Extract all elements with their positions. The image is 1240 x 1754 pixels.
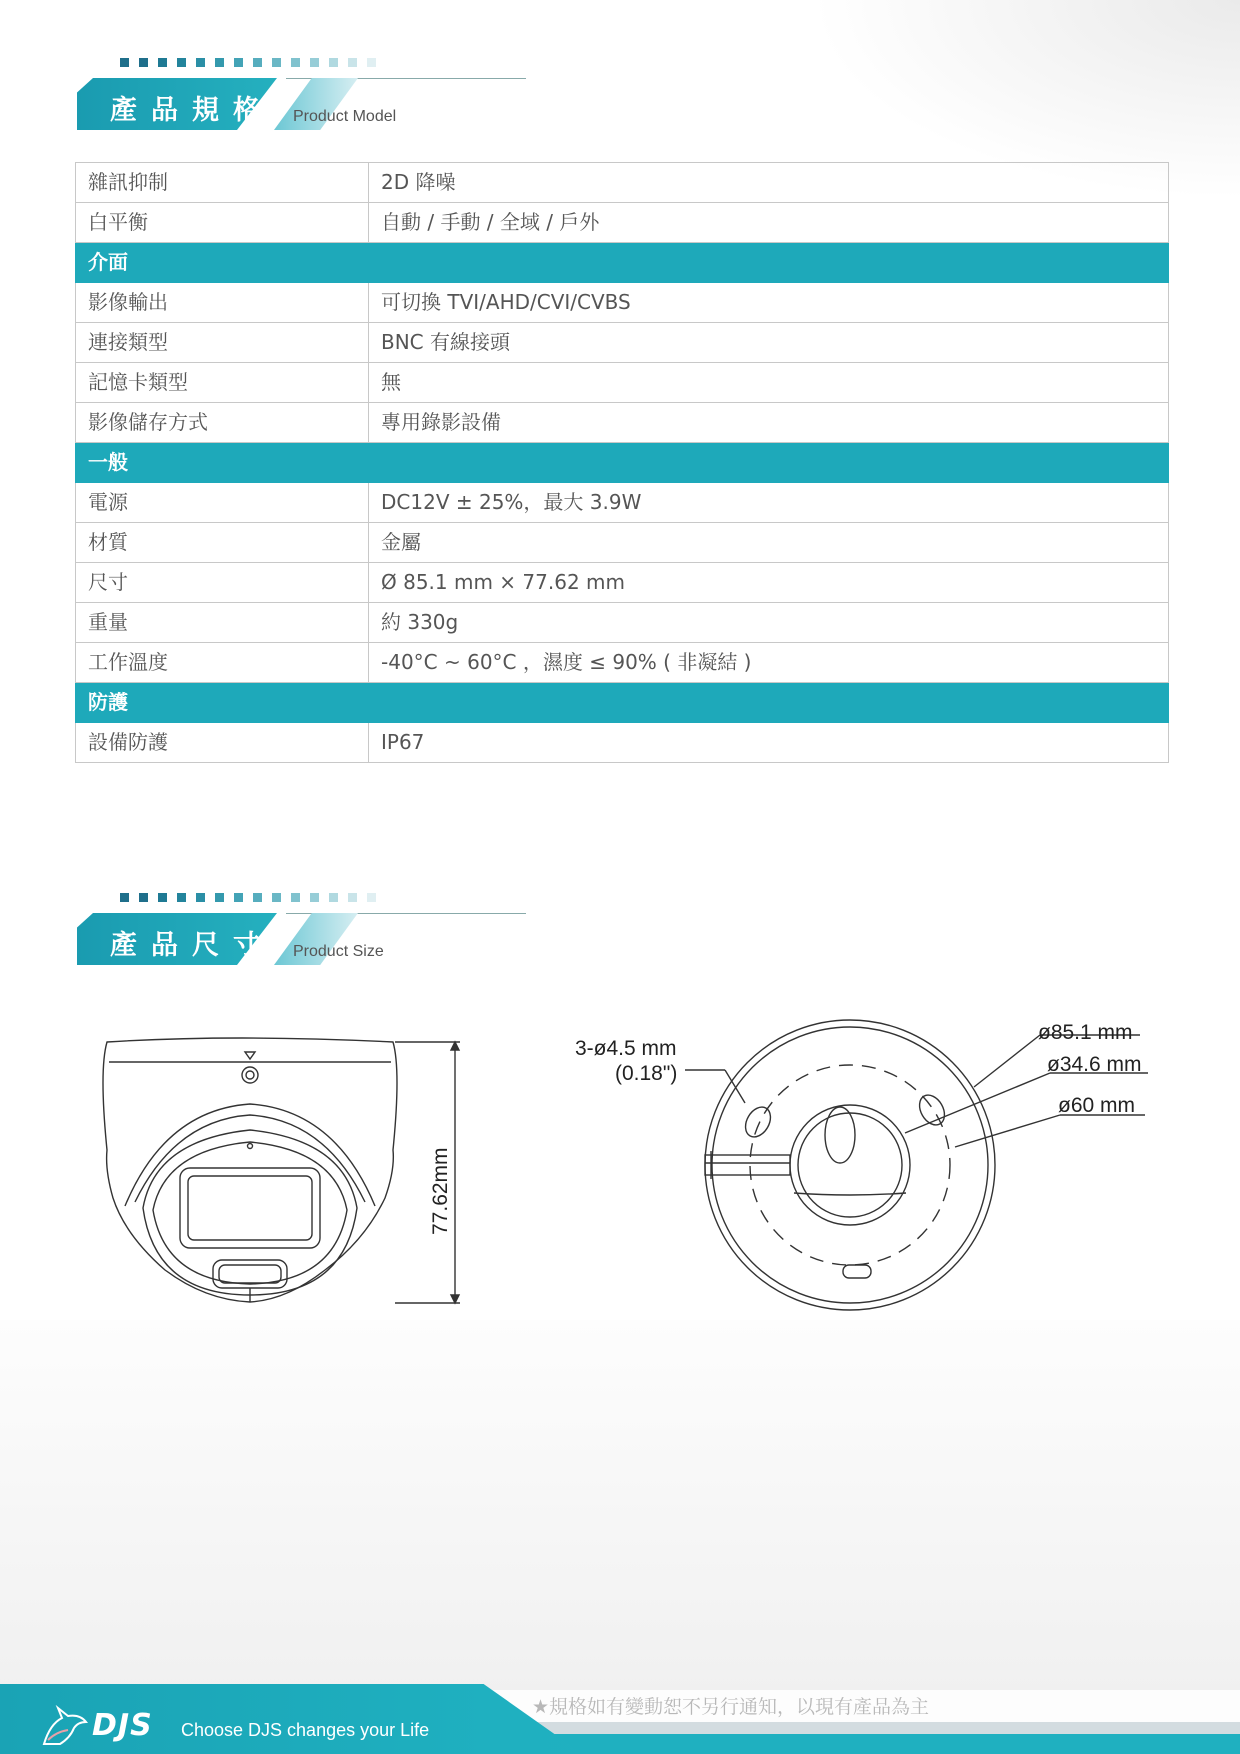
spec-label: 影像輸出: [76, 283, 369, 323]
table-row: [76, 163, 1169, 203]
spec-value: 自動 / 手動 / 全域 / 戶外: [369, 203, 1169, 243]
table-row: [76, 323, 1169, 363]
spec-label: 尺寸: [76, 563, 369, 603]
section-subtitle: Product Size: [293, 943, 384, 960]
spec-label: 材質: [76, 523, 369, 563]
footer-disclaimer: ★規格如有變動恕不另行通知，以現有產品為主: [532, 1696, 930, 1718]
inner-diameter-label: ø34.6 mm: [1047, 1053, 1142, 1076]
mount-diameter-label: ø60 mm: [1058, 1094, 1136, 1117]
table-section-row: [76, 243, 1169, 283]
section-heading: 防護: [76, 683, 1169, 723]
table-row: [76, 363, 1169, 403]
table-row: [76, 603, 1169, 643]
header-square-row: [120, 893, 376, 902]
table-row: [76, 283, 1169, 323]
footer-tagline: Choose DJS changes your Life: [181, 1720, 430, 1740]
spec-value: -40°C ~ 60°C ，濕度 ≤ 90% ( 非凝結 ): [369, 643, 1169, 683]
outer-diameter-label: ø85.1 mm: [1038, 1021, 1133, 1044]
height-dimension-label: 77.62mm: [429, 1147, 452, 1235]
spec-label: 電源: [76, 483, 369, 523]
spec-value: 可切換 TVI/AHD/CVI/CVBS: [369, 283, 1169, 323]
spec-value: BNC 有線接頭: [369, 323, 1169, 363]
camera-bottom-view-drawing: [570, 1015, 1170, 1320]
table-row: [76, 643, 1169, 683]
section-heading: 介面: [76, 243, 1169, 283]
hole-dimension-label: 3-ø4.5 mm: [575, 1037, 677, 1060]
hole-dimension-inch-label: (0.18"): [615, 1062, 678, 1085]
section-heading: 一般: [76, 443, 1169, 483]
spec-value: 專用錄影設備: [369, 403, 1169, 443]
spec-label: 影像儲存方式: [76, 403, 369, 443]
spec-value: 2D 降噪: [369, 163, 1169, 203]
logo-text: DJS: [92, 1708, 153, 1743]
camera-side-view-drawing: [95, 1030, 475, 1315]
spec-value: Ø 85.1 mm × 77.62 mm: [369, 563, 1169, 603]
table-row: [76, 203, 1169, 243]
spec-table: [75, 162, 1169, 763]
spec-label: 雜訊抑制: [76, 163, 369, 203]
table-section-row: [76, 683, 1169, 723]
spec-label: 記憶卡類型: [76, 363, 369, 403]
section-subtitle: Product Model: [293, 108, 397, 125]
spec-label: 白平衡: [76, 203, 369, 243]
spec-value: 金屬: [369, 523, 1169, 563]
spec-label: 重量: [76, 603, 369, 643]
section-title: 產品尺寸: [110, 930, 274, 961]
spec-label: 設備防護: [76, 723, 369, 763]
spec-value: DC12V ± 25%，最大 3.9W: [369, 483, 1169, 523]
table-row: [76, 523, 1169, 563]
table-row: [76, 563, 1169, 603]
section-header-size: [76, 893, 456, 965]
background-decoration-bottom: [0, 1320, 1240, 1690]
spec-value: 無: [369, 363, 1169, 403]
table-row: [76, 483, 1169, 523]
header-square-row: [120, 58, 376, 67]
spec-label: 連接類型: [76, 323, 369, 363]
footer: [0, 1682, 1240, 1754]
table-section-row: [76, 443, 1169, 483]
spec-label: 工作溫度: [76, 643, 369, 683]
spec-value: 約 330g: [369, 603, 1169, 643]
section-title: 產品規格: [110, 95, 274, 126]
unicorn-logo-icon: [40, 1704, 90, 1748]
table-row: [76, 403, 1169, 443]
section-header-spec: [76, 58, 456, 130]
table-row: [76, 723, 1169, 763]
spec-value: IP67: [369, 723, 1169, 763]
